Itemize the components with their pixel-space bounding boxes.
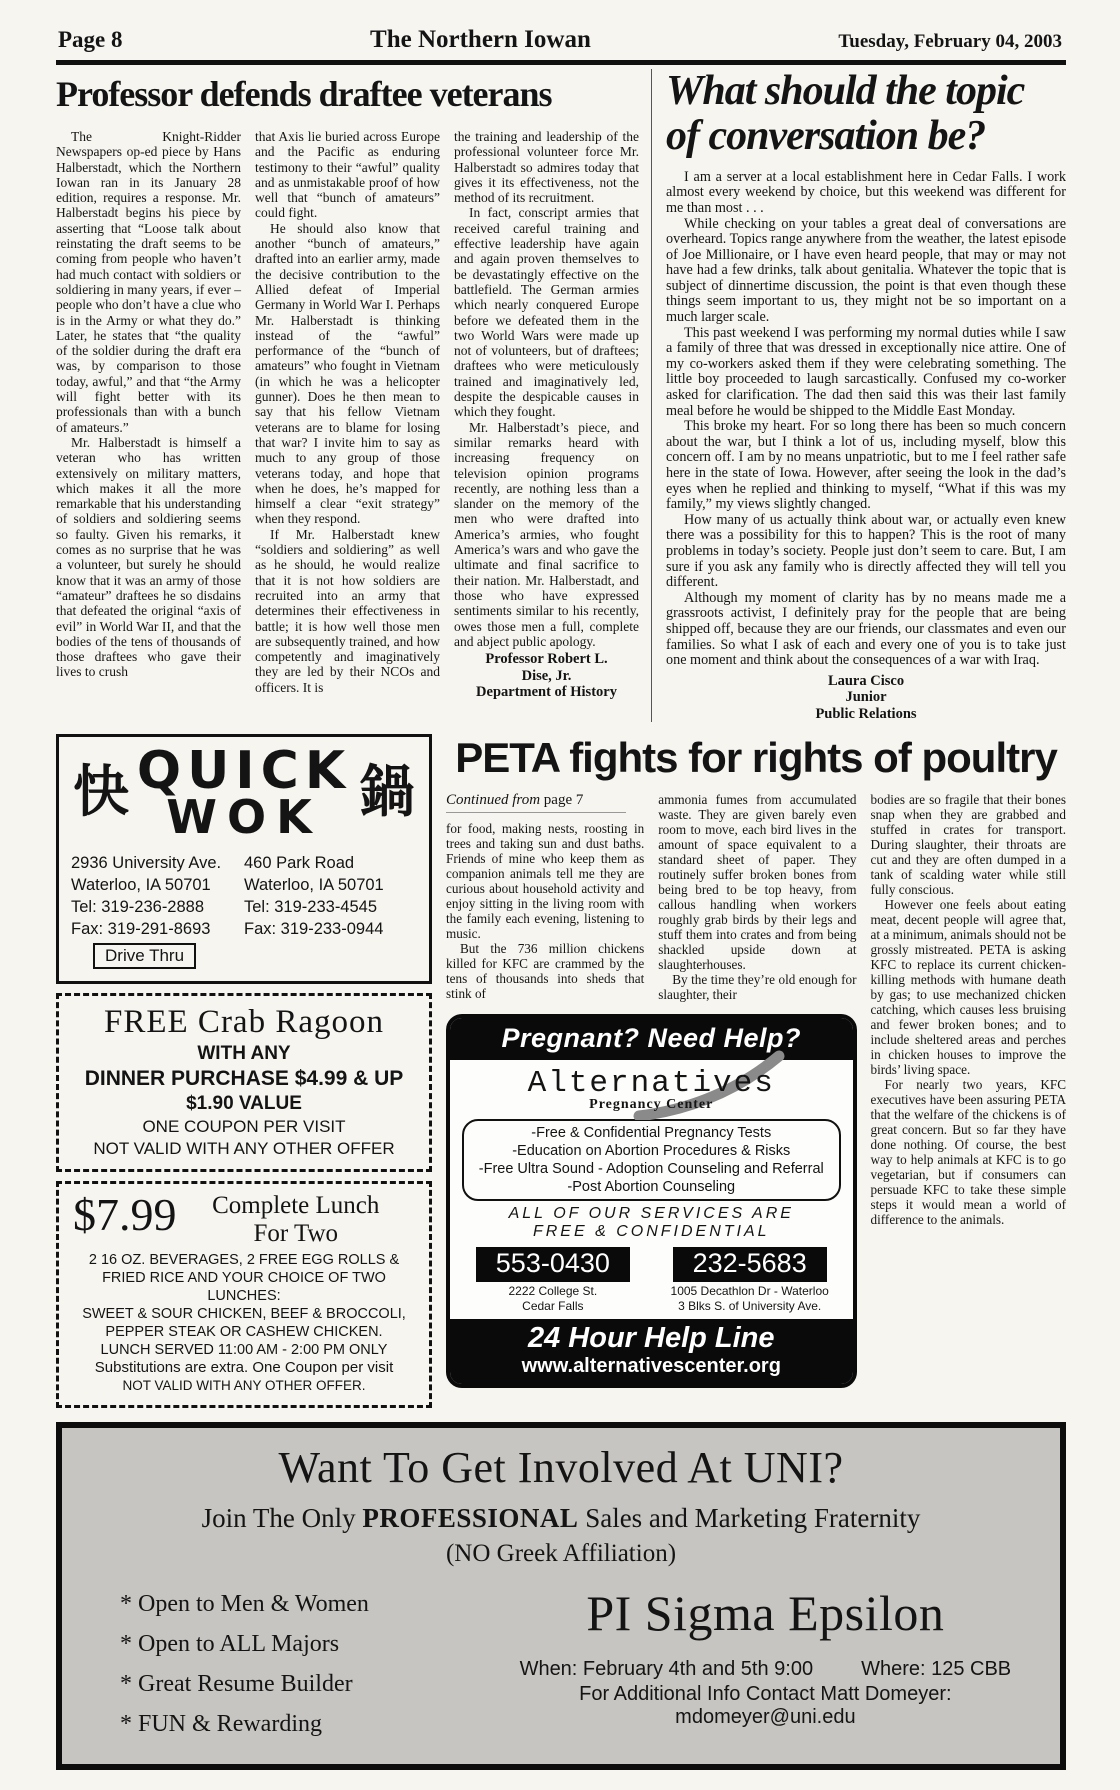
alternatives-phone1-block <box>462 1247 644 1313</box>
alternatives-addr-line: 1005 Decathlon Dr - Waterloo <box>670 1284 829 1299</box>
coupon2-body-line: SWEET & SOUR CHICKEN, BEEF & BROCCOLI, <box>82 1306 406 1322</box>
alternatives-helpline: 24 Hour Help Line <box>527 1322 775 1355</box>
article2-headline-line2: of conversation be? <box>666 113 986 160</box>
alternatives-service-line: -Education on Abortion Procedures & Risks <box>512 1143 791 1160</box>
coupon2-body-line: FRIED RICE AND YOUR CHOICE OF TWO LUNCHES: <box>102 1270 386 1304</box>
peta-article-area <box>432 734 1066 1408</box>
uni-ad-when: When: February 4th and 5th 9:00 <box>519 1658 814 1680</box>
article1-col3 <box>454 129 639 701</box>
article1-headline: Professor defends draftee veterans <box>56 74 552 114</box>
quick-wok-location-1 <box>71 852 244 969</box>
quick-wok-address-line: Tel: 319-233-4545 <box>244 898 378 916</box>
uni-ad-subtitle <box>86 1503 1036 1534</box>
alternatives-addr-line: 3 Blks S. of University Ave. <box>678 1298 822 1313</box>
coupon2-price: $7.99 <box>73 1189 177 1240</box>
article2-paragraph: How many of us actually think about war, or actually even knew there was a possibility for this to happen? This is the root of many problems in today’s society. People just don’t seem to care. But, I am sure if you ask any family who is directly affected they will tell you different. <box>666 511 1066 591</box>
phone-number-2: 232-5683 <box>673 1247 827 1282</box>
article1-paragraph: the training and leadership of the professional volunteer force Mr. Halberstadt so admires today that gives it its effectiveness, not the method of its recruitment. <box>454 129 639 206</box>
alternatives-free-line2: FREE & CONFIDENTIAL <box>532 1223 770 1241</box>
quick-wok-address-line: Waterloo, IA 50701 <box>71 876 211 894</box>
quick-wok-logo <box>71 741 417 844</box>
peta-col1-paras <box>446 941 644 1001</box>
alternatives-logo: Alternatives <box>527 1066 775 1102</box>
article2-paragraph: This broke my heart. For so long there has been so much concern about the war, but I think a lot of us, including myself, blow this concern off. I am by no means unpatriotic, but to me I feel rather safe here in the state of Iowa. However, after seeing the look in the dad’s eyes when he replied and thinking to myself, “What if this was my family,” my views slightly changed. <box>666 418 1066 513</box>
issue-date: Tuesday, February 04, 2003 <box>838 31 1062 52</box>
article2-paragraph: While checking on your tables a great deal of conversations are overheard. Topics range anywhere from the weather, the latest episode of Joe Millionaire, or I have even heard people, that may or may not have had a few drinks, talk about genitalia. Whatever the topic that is subject of dinnertime discussion, the point is that even though these things seem important to us, they might not be so important on a much larger scale. <box>666 215 1066 326</box>
coupon2-body-line: 2 16 OZ. BEVERAGES, 2 FREE EGG ROLLS & <box>88 1252 400 1268</box>
uni-ad-bullets <box>86 1584 495 1744</box>
alternatives-pregnancy-center-ad <box>446 1014 857 1388</box>
uni-ad-bullet: * Open to ALL Majors <box>120 1631 340 1657</box>
quick-wok-address-line: Fax: 319-233-0944 <box>244 920 384 938</box>
uni-ad-title: Want To Get Involved At UNI? <box>278 1443 844 1492</box>
article1-signature-lines <box>454 651 639 701</box>
quick-wok-loc1-lines <box>71 852 244 940</box>
continued-from-page: page 7 <box>540 792 584 809</box>
article1-signature <box>454 651 639 701</box>
coupon2-header <box>65 1189 423 1247</box>
alternatives-free-line1: ALL OF OUR SERVICES ARE <box>508 1205 794 1223</box>
coupon1-line4: ONE COUPON PER VISIT <box>142 1117 346 1136</box>
article1-paragraph: The Knight-Ridder Newspapers op-ed piece by Hans Halberstadt, which the Northern Iowan ran in its January 28 edition, requires a response. Mr. Halberstadt begins his piece by asserting that “Loose talk about reinstating the draft seems to be coming from people who haven’t had much contact with soldiers or soldiering in many years, if ever – people who don’t have a clue who is in the Army or what they do.” Later, he states that “the quality of the soldier during the draft era was, by comparison to those today, awful,” and that “the Army will fight better with its professionals than with a bunch of amateurs.” <box>56 129 241 435</box>
article2-paras <box>666 170 1066 669</box>
article1-signature-line: Professor Robert L. <box>485 651 608 668</box>
page-number: Page 8 <box>58 27 123 52</box>
peta-paragraph: For nearly two years, KFC executives have been assuring PETA that the welfare of the chickens is of great concern. But so far they have done nothing. Of course, the best way to help animals at KFC is to go vegetarian, but if consumers can persuade KFC to take these simple steps it would mean a world of difference to the animals. <box>870 1077 1066 1228</box>
alternatives-addr-line: Cedar Falls <box>522 1298 584 1313</box>
article-professor-defends-draftee-veterans <box>56 69 652 722</box>
peta-paragraph: ammonia fumes from accumulated waste. They are given barely even room to move, each bird lives in the amount of space equivalent to a standard sheet of paper. They routinely suffer broken bones from being bred to be top heavy, from callous handling when workers roughly grab birds by their legs and stuff them into crates and from being shackled upside down at slaughterhouses. <box>658 792 857 973</box>
uni-ad-bullet: * Great Resume Builder <box>120 1671 353 1697</box>
peta-paragraph: for food, making nests, roosting in trees and taking sun and dust baths. Friends of mine who keep them as companion animals tell me they are curious about household activity and enjoy sitting in the living room with the family each evening, listening to music. <box>446 821 645 942</box>
drive-thru-badge: Drive Thru <box>93 943 196 969</box>
article1-col2 <box>255 129 440 701</box>
lunch-coupon <box>56 1181 432 1408</box>
quick-wok-address-line: Fax: 319-291-8693 <box>71 920 211 938</box>
peta-col3 <box>871 792 1066 1388</box>
uni-ad-bullet: * FUN & Rewarding <box>120 1711 322 1737</box>
alternatives-addr2-lines <box>659 1284 841 1313</box>
article2-signature-line: Public Relations <box>815 705 917 722</box>
uni-ad-when-where <box>495 1658 1036 1681</box>
article1-paragraph: He should also know that another “bunch of amateurs,” drafted into an earlier army, made the decisive contribution to the Allied defeat of Imperial Germany in World War I. Perhaps Mr. Halberstadt is thinking instead of the “awful” performance of the “bunch of amateurs” who fought in Vietnam (in which he was a helicopter gunner). Does he then mean to say that his fellow Vietnam veterans are to blame for losing that war? I invite him to say as much to any group of those veterans today, and hope that when he does, he’s mapped for himself a clear “exit strategy” when they respond. <box>255 220 440 527</box>
article2-paragraph: Although my moment of clarity has by no means made me a grassroots activist, I definitely pray for the people that are being shipped off, because they are our friends, our classmates and even our families. So what I ask of each and every one of you is to take just one moment and think about the consequences of a war with Iraq. <box>666 589 1066 669</box>
article1-col1 <box>56 129 241 701</box>
coupon1-line3: $1.90 VALUE <box>186 1093 302 1114</box>
article1-paragraph: Mr. Halberstadt is himself a veteran who has written extensively on military matters, which makes it all the more remarkable that his understanding of soldiers and soldiering seems so faulty. Given his remarks, it comes as no surprise that he was a volunteer, but surely he should know that it was an army of those “amateur” draftees he so disdains that defeated the original “axis of evil” in World War II, and that the bodies of the tens of thousands of those draftees who gave their lives to crush <box>56 434 241 680</box>
article2-signature-line: Junior <box>845 689 887 706</box>
peta-col2-paras <box>658 972 856 1002</box>
uni-ad-bullet: * Open to Men & Women <box>120 1591 369 1617</box>
article1-columns <box>56 129 639 701</box>
quick-wok-address-line: Tel: 319-236-2888 <box>71 898 205 916</box>
alternatives-phone2-block <box>659 1247 841 1313</box>
pi-sigma-epsilon-ad <box>56 1422 1066 1770</box>
uni-ad-org-name: PI Sigma Epsilon <box>586 1585 945 1641</box>
alternatives-services <box>468 1124 835 1196</box>
uni-ad-row <box>86 1584 1036 1744</box>
peta-col2 <box>658 792 856 1002</box>
continued-rule <box>446 812 626 813</box>
coupon1-title: FREE Crab Ragoon <box>104 1004 384 1040</box>
alternatives-services-box <box>462 1119 841 1201</box>
peta-left-block <box>446 792 857 1388</box>
quick-wok-cjk-right: 鍋 <box>359 759 415 825</box>
article1-col2-paras <box>255 221 440 695</box>
phone-number-1: 553-0430 <box>476 1247 630 1282</box>
article2-signature-lines <box>666 673 1066 723</box>
coupon2-body-line: Substitutions are extra. One Coupon per visit <box>94 1359 394 1376</box>
alternatives-logo-wrap <box>528 1066 775 1113</box>
middle-section <box>56 734 1066 1408</box>
alternatives-url: www.alternativescenter.org <box>521 1355 781 1378</box>
coupon1-line5: NOT VALID WITH ANY OTHER OFFER <box>93 1139 395 1158</box>
article2-body <box>666 170 1066 669</box>
alternatives-service-line: -Post Abortion Counseling <box>567 1179 736 1196</box>
top-section <box>56 69 1066 722</box>
masthead-rule <box>56 60 1066 65</box>
quick-wok-address-line: 460 Park Road <box>244 854 355 872</box>
alternatives-addr2 <box>659 1284 841 1313</box>
quick-wok-location-2 <box>244 852 417 969</box>
crab-ragoon-coupon <box>56 993 432 1172</box>
peta-paragraph: However one feels about eating meat, decent people will agree that, at a minimum, animals should not be grossly mistreated. PETA is asking KFC to replace its current chicken-killing methods with humane death by gas; to use mechanized chicken catching, which causes less bruising and fewer broken bones; and to include sheltered areas and perches in chicken houses to improve the birds’ living space. <box>870 897 1066 1078</box>
coupon2-body-line: PEPPER STEAK OR CASHEW CHICKEN. <box>105 1324 383 1340</box>
masthead <box>56 26 1066 60</box>
uni-sub-post: Sales and Marketing Fraternity <box>578 1503 921 1533</box>
coupon1-line1: WITH ANY <box>197 1043 291 1064</box>
alternatives-ad-title: Pregnant? Need Help? <box>501 1023 802 1054</box>
article1-paragraph: If Mr. Halberstadt knew “soldiers and soldiering” as well as he should, he would realize that it is not how soldiers are recruited into an army that determines their effectiveness in battle; it is how well those men are subsequently trained, and how competently and imaginatively they are led by their NCOs and officers. It is <box>255 526 440 695</box>
quick-wok-word-wok: WOK <box>166 789 322 844</box>
continued-from-label <box>446 792 644 809</box>
peta-paragraph: But the 736 million chickens killed for KFC are crammed by the tens of thousands into sheds that stink of <box>446 941 645 1002</box>
article-what-should-the-topic-of-conversation-be <box>652 69 1066 722</box>
peta-body <box>446 792 1066 1388</box>
coupon2-title-line2: For Two <box>253 1219 339 1247</box>
continued-from-italic: Continued from <box>446 792 541 809</box>
article1-col3-paras <box>454 205 639 649</box>
coupon2-body <box>65 1251 423 1395</box>
article2-headline-line1: What should the topic <box>666 68 1025 114</box>
article2-headline <box>666 69 1066 160</box>
coupon1-line2: DINNER PURCHASE $4.99 & UP <box>84 1067 404 1090</box>
uni-sub-bold: PROFESSIONAL <box>362 1503 579 1533</box>
article1-signature-line: Department of History <box>476 684 617 701</box>
coupon2-body-lines <box>65 1251 423 1395</box>
peta-columns-1-2 <box>446 792 857 1002</box>
quick-wok-loc2-lines <box>244 852 417 940</box>
peta-col3-paras <box>871 897 1066 1227</box>
article2-signature-line: Laura Cisco <box>827 672 905 689</box>
coupon2-body-line: NOT VALID WITH ANY OTHER OFFER. <box>122 1378 366 1393</box>
paper-name: The Northern Iowan <box>370 26 591 53</box>
alternatives-addr-line: 2222 College St. <box>508 1284 598 1299</box>
quick-wok-cjk-left: 快 <box>73 759 129 825</box>
article1-signature-line: Dise, Jr. <box>521 667 572 684</box>
quick-wok-address-line: Waterloo, IA 50701 <box>244 876 384 894</box>
alternatives-addr1-lines <box>462 1284 644 1313</box>
uni-sub-pre: Join The Only <box>201 1503 363 1533</box>
coupon2-title-line1: Complete Lunch <box>212 1192 380 1219</box>
uni-ad-contact: For Additional Info Contact Matt Domeyer: mdomeyer@uni.edu <box>579 1683 952 1728</box>
peta-col1 <box>446 792 644 1002</box>
quick-wok-ad <box>56 734 432 984</box>
alternatives-logo-sub: Pregnancy Center <box>589 1097 714 1113</box>
uni-ad-no-greek: (NO Greek Affiliation) <box>445 1540 677 1567</box>
peta-paragraph: bodies are so fragile that their bones snap when they are grabbed and stuffed in crates for transport. During slaughter, their throats are cut and they are often dumped in a tank of scalding water while still fully conscious. <box>870 792 1066 898</box>
alternatives-addr1 <box>462 1284 644 1313</box>
article1-paragraph: that Axis lie buried across Europe and the Pacific as enduring testimony to their “awful” quality and as unmistakable proof of how well that “bunch of amateurs” could fight. <box>255 129 440 221</box>
alternatives-ad-body <box>450 1060 853 1313</box>
uni-ad-right <box>495 1584 1036 1729</box>
coupon2-body-line: LUNCH SERVED 11:00 AM - 2:00 PM ONLY <box>100 1342 388 1358</box>
quick-wok-address-line: 2936 University Ave. <box>71 854 222 872</box>
quick-wok-word-quick: QUICK <box>136 741 352 802</box>
article1-paragraph: Mr. Halberstadt’s piece, and similar remarks heard with increasing frequency on television opinion programs recently, are nothing less than a slander on the memory of the men who were drafted into America’s armies, who fought America’s wars and who gave the ultimate and final sacrifice to their nation. Mr. Halberstadt, and those who have expressed sentiments similar to his recently, owes those men a full, complete and abject public apology. <box>454 419 639 649</box>
alternatives-service-line: -Free & Confidential Pregnancy Tests <box>531 1125 772 1142</box>
peta-headline: PETA fights for rights of poultry <box>455 734 1057 782</box>
article2-signature <box>666 673 1066 723</box>
article2-paragraph: I am a server at a local establishment here in Cedar Falls. I work almost every weekend by choice, but this weekend was different for me than most . . . <box>666 168 1066 216</box>
uni-ad-where: Where: 125 CBB <box>861 1658 1012 1680</box>
article2-paragraph: This past weekend I was performing my normal duties while I saw a family of three that was dressed in exceptionally nice attire. One of my co-workers asked them if they were celebrating something. The little boy proceeded to laugh sarcastically. Confused my co-worker asked for clarification. The dad then said this was their last family meal before he would be shipped to the Middle East Monday. <box>666 324 1066 419</box>
alternatives-service-line: -Free Ultra Sound - Adoption Counseling and Referral <box>478 1161 824 1178</box>
left-ad-rail <box>56 734 432 1408</box>
uni-ad-bullet-list <box>120 1584 495 1744</box>
coupon2-title <box>177 1192 416 1247</box>
alternatives-ad-footer <box>450 1319 853 1384</box>
quick-wok-wordmark <box>129 741 359 844</box>
article1-paragraph: In fact, conscript armies that received careful training and effective leadership have again and again proven themselves to be devastatingly effective on the battlefield. The German armies which nearly conquered Europe before we defeated them in the two World Wars were made up not of volunteers, but of draftees; draftees who were meticulously trained and imaginatively led, despite the despicable causes in which they fought. <box>454 205 639 420</box>
article1-col1-paras <box>56 129 241 680</box>
quick-wok-locations <box>71 852 417 969</box>
peta-paragraph: By the time they’re old enough for slaughter, their <box>658 972 857 1003</box>
alternatives-phones <box>460 1247 843 1313</box>
alternatives-free-confidential <box>460 1205 843 1241</box>
